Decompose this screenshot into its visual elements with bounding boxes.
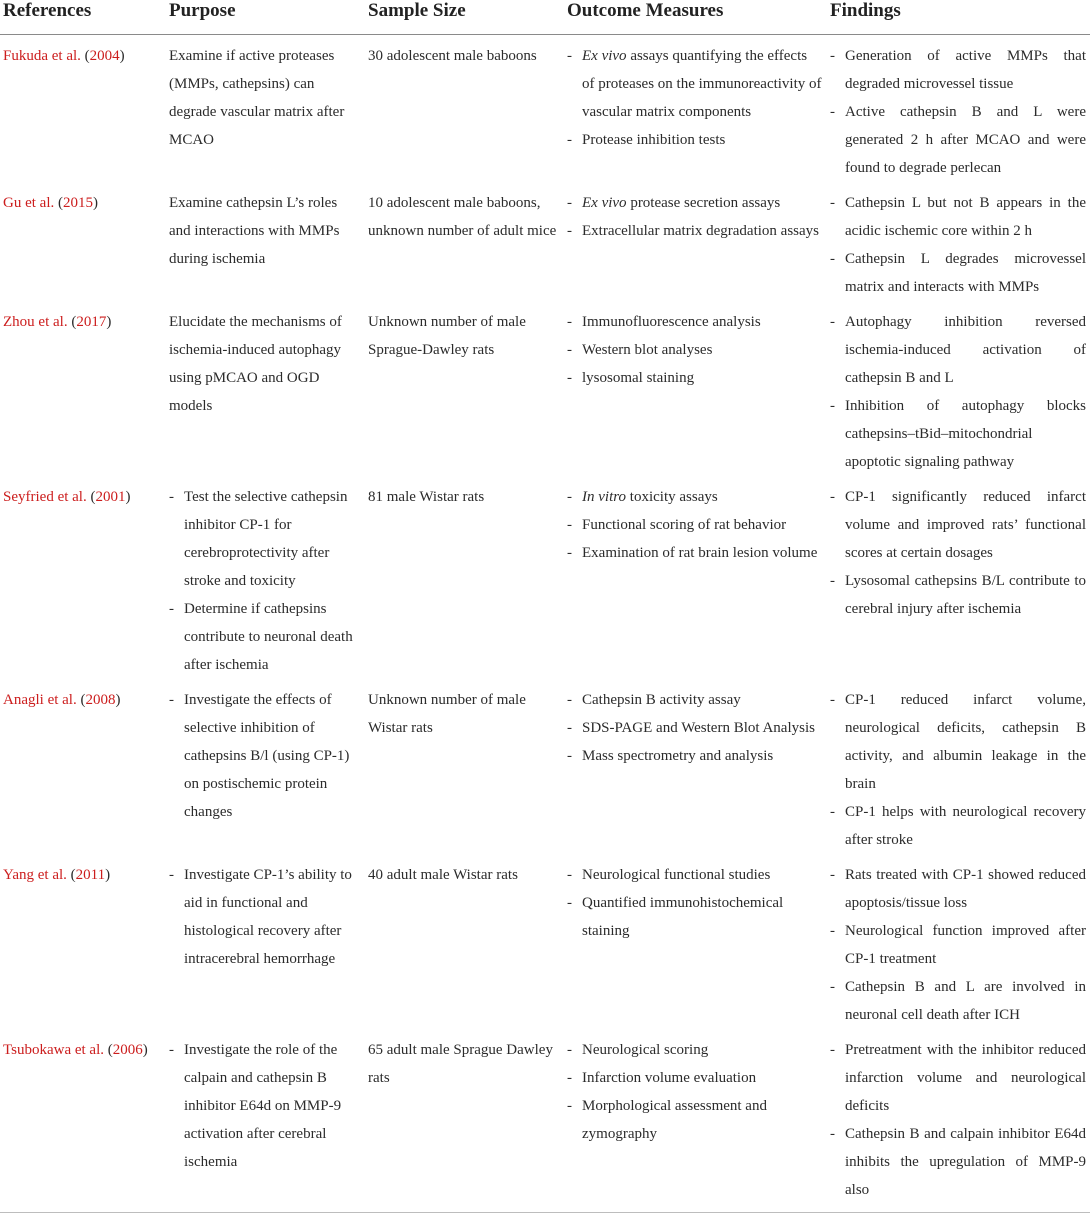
outcome-text: Infarction volume evaluation	[582, 1070, 757, 1086]
findings-list	[830, 686, 1086, 854]
purpose-list	[169, 483, 361, 679]
reference-year[interactable]: 2008	[85, 692, 116, 708]
finding-item: - CP-1 significantly reduced infarct volume and improved rats’ functional scores at certain dosages	[830, 483, 1086, 567]
outcome-item	[567, 889, 823, 945]
outcome-text: Cathepsin B activity assay	[582, 692, 741, 708]
outcome-item	[567, 336, 823, 364]
sample-size-cell: 10 adolescent male baboons, unknown number of adult mice	[368, 195, 557, 239]
purpose-item: - Determine if cathepsins contribute to neuronal death after ischemia	[169, 595, 361, 679]
purpose-list	[169, 686, 361, 826]
outcome-text: Extracellular matrix degradation assays	[582, 223, 819, 239]
table-row	[0, 476, 1090, 679]
findings-cell	[827, 301, 1090, 476]
outcome-emphasis: Ex vivo	[582, 195, 627, 211]
outcome-list	[567, 308, 823, 392]
findings-list	[830, 483, 1086, 623]
reference-link[interactable]	[3, 195, 98, 211]
reference-paren-open: (	[104, 1042, 113, 1058]
outcome-text: Morphological assessment and zymography	[582, 1098, 767, 1142]
reference-cell	[0, 301, 166, 476]
findings-list	[830, 861, 1086, 1029]
purpose-cell	[166, 35, 365, 183]
reference-cell	[0, 854, 166, 1029]
finding-item: - Rats treated with CP-1 showed reduced apoptosis/tissue loss	[830, 861, 1086, 917]
findings-list	[830, 189, 1086, 301]
finding-item: - Lysosomal cathepsins B/L contribute to cerebral injury after ischemia	[830, 567, 1086, 623]
purpose-cell	[166, 679, 365, 854]
reference-paren-close: )	[142, 1042, 148, 1058]
outcome-text: Neurological scoring	[582, 1042, 709, 1058]
outcome-item	[567, 511, 823, 539]
table-row	[0, 35, 1090, 183]
header-findings: Findings	[827, 0, 1090, 35]
findings-cell	[827, 476, 1090, 679]
outcome-emphasis: Ex vivo	[582, 48, 627, 64]
reference-author[interactable]: Anagli et al.	[3, 692, 77, 708]
reference-cell	[0, 679, 166, 854]
table-row	[0, 679, 1090, 854]
outcome-measures-cell	[564, 1029, 827, 1213]
outcome-item	[567, 539, 823, 567]
table-row	[0, 1029, 1090, 1213]
outcome-item	[567, 714, 823, 742]
table-row	[0, 854, 1090, 1029]
outcome-measures-cell	[564, 35, 827, 183]
outcome-text: Mass spectrometry and analysis	[582, 748, 774, 764]
outcome-measures-cell	[564, 476, 827, 679]
finding-item: - Cathepsin L but not B appears in the acidic ischemic core within 2 h	[830, 189, 1086, 245]
findings-cell	[827, 1029, 1090, 1213]
sample-size-cell: 30 adolescent male baboons	[368, 48, 537, 64]
reference-year[interactable]: 2006	[112, 1042, 143, 1058]
reference-author[interactable]: Yang et al.	[3, 867, 67, 883]
finding-item: - Active cathepsin B and L were generated 2 h after MCAO and were found to degrade perlecan	[830, 98, 1086, 182]
outcome-text: Functional scoring of rat behavior	[582, 517, 787, 533]
outcome-list	[567, 483, 823, 567]
reference-year[interactable]: 2015	[62, 195, 93, 211]
header-row	[0, 0, 1090, 35]
outcome-text: Western blot analyses	[582, 342, 713, 358]
purpose-cell	[166, 476, 365, 679]
findings-cell	[827, 854, 1090, 1029]
reference-paren-open: (	[67, 314, 77, 330]
header-purpose: Purpose	[166, 0, 365, 35]
findings-cell	[827, 35, 1090, 183]
reference-author[interactable]: Fukuda et al.	[3, 48, 81, 64]
findings-cell	[827, 182, 1090, 301]
purpose-cell	[166, 301, 365, 476]
reference-cell	[0, 182, 166, 301]
finding-item: - CP-1 reduced infarct volume, neurological deficits, cathepsin B activity, and albumin leakage in the brain	[830, 686, 1086, 798]
outcome-list	[567, 686, 823, 770]
outcome-measures-cell	[564, 182, 827, 301]
header-outcome-measures: Outcome Measures	[564, 0, 827, 35]
outcome-item	[567, 861, 823, 889]
reference-paren-close: )	[115, 692, 121, 708]
finding-item: - Autophagy inhibition reversed ischemia-induced activation of cathepsin B and L	[830, 308, 1086, 392]
outcome-item	[567, 1036, 823, 1064]
table-header	[0, 0, 1090, 35]
outcome-item	[567, 126, 823, 154]
findings-list	[830, 1036, 1086, 1204]
finding-item: - Generation of active MMPs that degraded microvessel tissue	[830, 42, 1086, 98]
finding-item: - Pretreatment with the inhibitor reduced infarction volume and neurological deficits	[830, 1036, 1086, 1120]
reference-paren-open: (	[86, 489, 96, 505]
purpose-cell	[166, 1029, 365, 1213]
reference-paren-close: )	[105, 867, 111, 883]
reference-year[interactable]: 2011	[75, 867, 106, 883]
sample-size-cell: 40 adult male Wistar rats	[368, 867, 518, 883]
outcome-measures-cell	[564, 301, 827, 476]
outcome-item	[567, 308, 823, 336]
header-references: References	[0, 0, 166, 35]
finding-item: - Cathepsin B and L are involved in neuronal cell death after ICH	[830, 973, 1086, 1029]
findings-list	[830, 308, 1086, 476]
outcome-emphasis: In vitro	[582, 489, 627, 505]
purpose-item: - Test the selective cathepsin inhibitor CP-1 for cerebroprotectivity after stroke and toxicity	[169, 483, 361, 595]
purpose-text: Examine cathepsin L’s roles and interactions with MMPs during ischemia	[169, 195, 340, 267]
reference-link[interactable]	[3, 692, 120, 708]
reference-link[interactable]	[3, 489, 130, 505]
reference-paren-open: (	[54, 195, 63, 211]
outcome-text: Neurological functional studies	[582, 867, 771, 883]
reference-cell	[0, 35, 166, 183]
outcome-list	[567, 861, 823, 945]
reference-author[interactable]: Seyfried et al.	[3, 489, 87, 505]
outcome-item	[567, 42, 823, 126]
purpose-list	[169, 1036, 361, 1176]
outcome-list	[567, 42, 823, 154]
outcome-item	[567, 217, 823, 245]
outcome-measures-cell	[564, 679, 827, 854]
outcome-text: Protease inhibition tests	[582, 132, 726, 148]
sample-size-cell: 65 adult male Sprague Dawley rats	[365, 1029, 564, 1213]
outcome-item	[567, 189, 823, 217]
reference-link[interactable]	[3, 1042, 148, 1058]
reference-paren-open: (	[80, 48, 90, 64]
findings-cell	[827, 679, 1090, 854]
outcome-text: Examination of rat brain lesion volume	[582, 545, 818, 561]
reference-paren-close: )	[92, 195, 98, 211]
outcome-measures-cell	[564, 854, 827, 1029]
outcome-text: assays quantifying the effects of proteases on the immunoreactivity of vascular matrix components	[582, 48, 822, 120]
reference-link[interactable]	[3, 314, 111, 330]
table-row	[0, 301, 1090, 476]
outcome-list	[567, 1036, 823, 1148]
outcome-item	[567, 364, 823, 392]
reference-paren-open: (	[66, 867, 76, 883]
outcome-text: Immunofluorescence analysis	[582, 314, 761, 330]
sample-size-cell: Unknown number of male Sprague-Dawley rats	[368, 314, 526, 358]
outcome-item	[567, 742, 823, 770]
reference-link[interactable]	[3, 48, 125, 64]
outcome-item	[567, 483, 823, 511]
outcome-item	[567, 1064, 823, 1092]
purpose-cell	[166, 182, 365, 301]
outcome-item	[567, 686, 823, 714]
reference-paren-close: )	[106, 314, 112, 330]
reference-link[interactable]	[3, 867, 110, 883]
reference-author[interactable]: Gu et al.	[3, 195, 55, 211]
purpose-item: - Investigate the effects of selective inhibition of cathepsins B/l (using CP-1) on postischemic protein changes	[169, 686, 361, 826]
finding-item: - Cathepsin B and calpain inhibitor E64d inhibits the upregulation of MMP-9 also	[830, 1120, 1086, 1204]
reference-cell	[0, 476, 166, 679]
reference-paren-close: )	[125, 489, 131, 505]
table-row	[0, 182, 1090, 301]
purpose-text: Elucidate the mechanisms of ischemia-induced autophagy using pMCAO and OGD models	[169, 314, 342, 414]
reference-cell	[0, 1029, 166, 1213]
outcome-text: lysosomal staining	[582, 370, 695, 386]
outcome-item	[567, 1092, 823, 1148]
header-sample-size: Sample Size	[365, 0, 564, 35]
finding-item: - Neurological function improved after CP-1 treatment	[830, 917, 1086, 973]
reference-author[interactable]: Zhou et al.	[3, 314, 68, 330]
purpose-item: - Investigate CP-1’s ability to aid in functional and histological recovery after intracerebral hemorrhage	[169, 861, 361, 973]
reference-paren-open: (	[76, 692, 86, 708]
outcome-text: toxicity assays	[626, 489, 718, 505]
findings-list	[830, 42, 1086, 182]
reference-author[interactable]: Tsubokawa et al.	[3, 1042, 105, 1058]
finding-item: - Cathepsin L degrades microvessel matrix and interacts with MMPs	[830, 245, 1086, 301]
purpose-text: Examine if active proteases (MMPs, cathepsins) can degrade vascular matrix after MCAO	[169, 48, 345, 148]
purpose-list	[169, 861, 361, 973]
outcome-list	[567, 189, 823, 245]
reference-year[interactable]: 2004	[89, 48, 120, 64]
reference-paren-close: )	[119, 48, 125, 64]
sample-size-cell: 81 male Wistar rats	[368, 489, 485, 505]
sample-size-cell: Unknown number of male Wistar rats	[368, 692, 526, 736]
reference-year[interactable]: 2001	[95, 489, 126, 505]
purpose-cell	[166, 854, 365, 1029]
reference-year[interactable]: 2017	[76, 314, 107, 330]
outcome-text: Quantified immunohistochemical staining	[582, 895, 784, 939]
finding-item: - Inhibition of autophagy blocks cathepsins–tBid–mitochondrial apoptotic signaling pathway	[830, 392, 1086, 476]
outcome-text: protease secretion assays	[626, 195, 781, 211]
table-body	[0, 35, 1090, 1213]
outcome-text: SDS-PAGE and Western Blot Analysis	[582, 720, 815, 736]
finding-item: - CP-1 helps with neurological recovery after stroke	[830, 798, 1086, 854]
purpose-item: - Investigate the role of the calpain and cathepsin B inhibitor E64d on MMP-9 activation after cerebral ischemia	[169, 1036, 361, 1176]
